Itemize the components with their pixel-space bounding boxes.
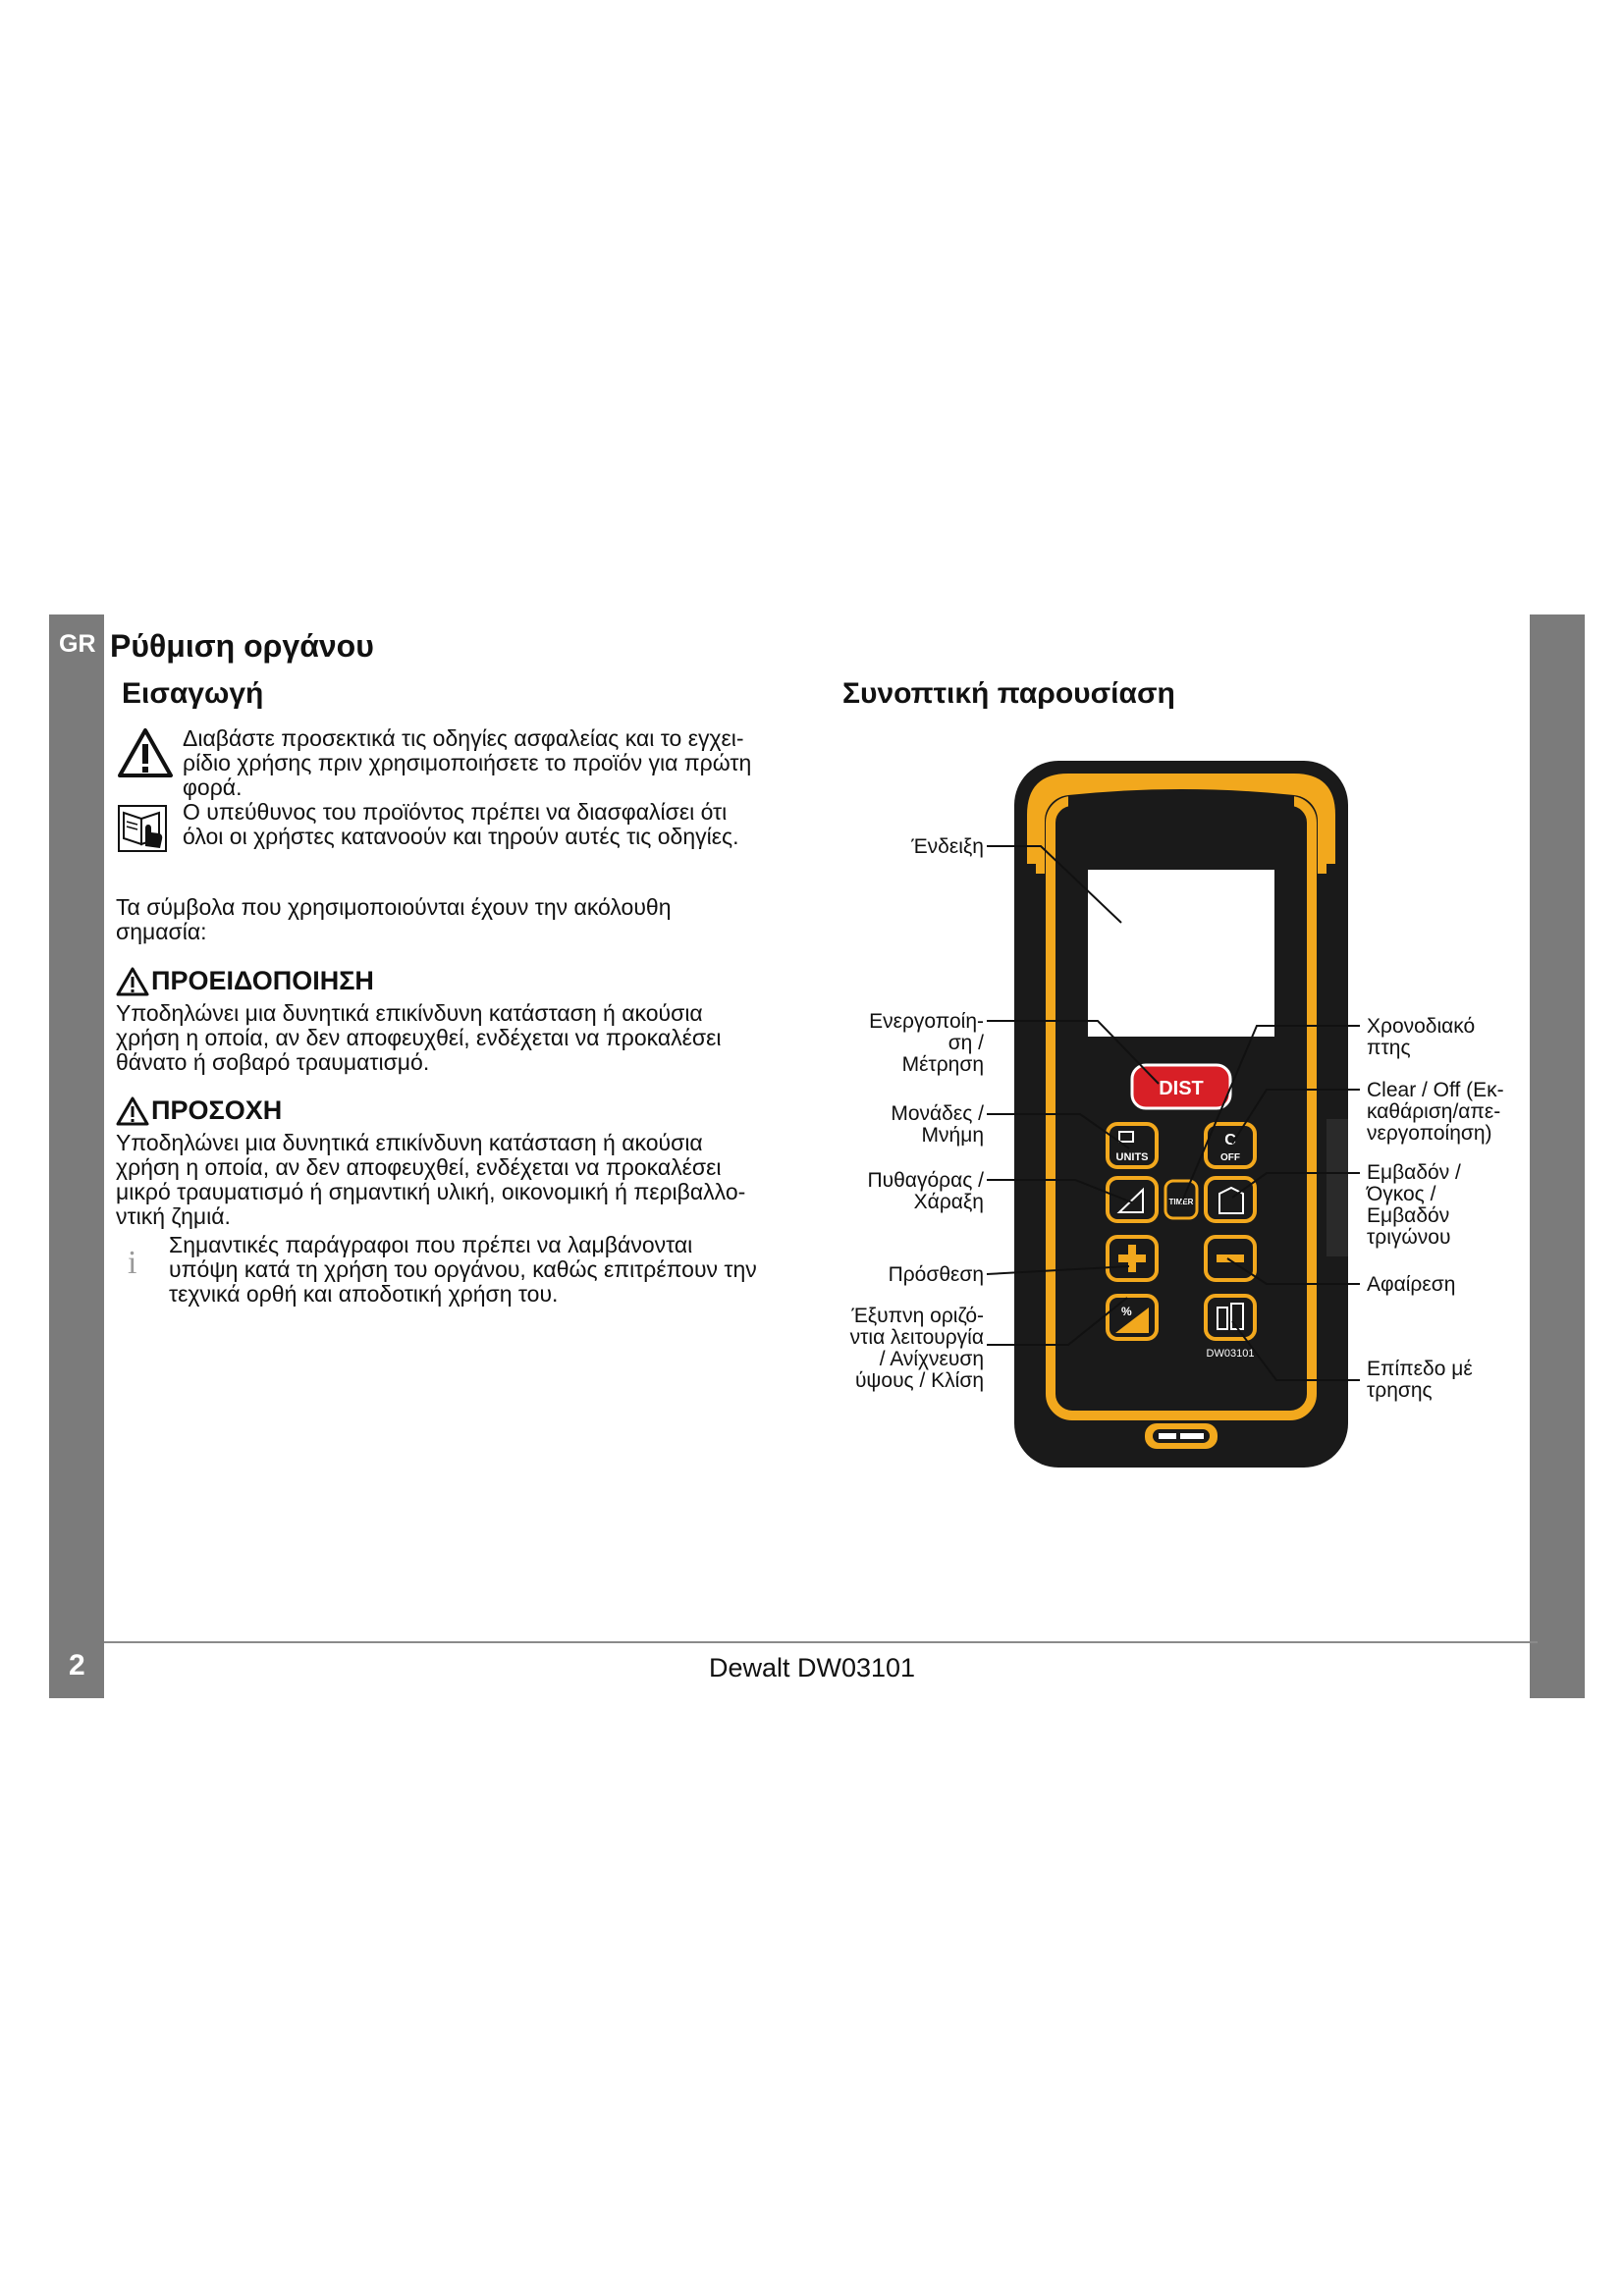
label-line: / Ανίχνευση [879, 1348, 984, 1370]
warning-text [116, 1001, 721, 1075]
label-line: Ένδειξη [911, 835, 984, 858]
label-line: πτης [1367, 1037, 1411, 1059]
text-line: Υποδηλώνει μια δυνητικά επικίνδυνη κατάσταση ή ακούσια [116, 1130, 703, 1155]
footer-divider [104, 1641, 1538, 1643]
units-button-label: UNITS [1115, 1151, 1149, 1163]
timer-button-label: TIMER [1168, 1198, 1194, 1206]
text-line: θάνατο ή σοβαρό τραυματισμό. [116, 1049, 430, 1075]
right-margin-bar [1530, 614, 1585, 1698]
label-line: Μονάδες / [891, 1102, 984, 1125]
page-title: Ρύθμιση οργάνου [110, 628, 374, 664]
label-line: Αφαίρεση [1367, 1273, 1456, 1296]
footer-text: Dewalt DW03101 [708, 1653, 916, 1682]
label-line: Πρόσθεση [888, 1263, 984, 1286]
language-tag: GR [59, 630, 96, 658]
label-line: Μέτρηση [901, 1053, 984, 1076]
text-line: ρίδιο χρήσης πριν χρησιμοποιήσετε το προϊόν για πρώτη [183, 750, 752, 775]
text-line: χρήση η οποία, αν δεν αποφευχθεί, ενδέχεται να προκαλέσει [116, 1154, 722, 1180]
warning-triangle-icon [116, 1096, 149, 1126]
text-line: Υποδηλώνει μια δυνητικά επικίνδυνη κατάσταση ή ακούσια [116, 1000, 703, 1026]
area-button [1206, 1178, 1255, 1221]
label-line: ση / [947, 1032, 984, 1054]
info-icon: i [128, 1245, 137, 1281]
caution-text [116, 1131, 745, 1229]
info-text [169, 1233, 757, 1307]
left-margin-bar [49, 614, 104, 1698]
responsible-text [183, 800, 739, 849]
label-line: Clear / Off (Εκ- [1367, 1079, 1504, 1101]
label-line: νεργοποίηση) [1367, 1122, 1492, 1145]
label-line: Εμβαδόν [1367, 1204, 1450, 1227]
label-line: Επίπεδο μέ [1367, 1358, 1473, 1380]
off-button-label: OFF [1220, 1152, 1240, 1163]
device-display [1088, 870, 1274, 1037]
label-line: τρησης [1367, 1379, 1433, 1402]
label-subtraction [1367, 1274, 1455, 1296]
text-line: Τα σύμβολα που χρησιμοποιούνται έχουν την ακόλουθη [116, 894, 672, 920]
text-line: υπόψη κατά τη χρήση του οργάνου, καθώς επιτρέπουν την [169, 1256, 757, 1282]
label-line: Ενεργοποίη- [869, 1010, 984, 1033]
text-line: Σημαντικές παράγραφοι που πρέπει να λαμβάνονται [169, 1232, 693, 1257]
label-line: Όγκος / [1367, 1183, 1436, 1205]
manual-hand-icon [116, 803, 169, 854]
label-line: Χρονοδιακό [1367, 1015, 1476, 1038]
label-line: Έξυπνη οριζό- [851, 1305, 984, 1327]
text-line: μικρό τραυματισμό ή σημαντική υλική, οικονομική ή περιβαλλο- [116, 1179, 746, 1204]
label-line: Εμβαδόν / [1367, 1161, 1461, 1184]
label-timer [1367, 1016, 1475, 1059]
caution-heading: ΠΡΟΣΟΧΗ [151, 1095, 283, 1125]
label-line: Χάραξη [913, 1191, 984, 1213]
page-number: 2 [69, 1649, 85, 1682]
dist-button-label: DIST [1159, 1078, 1204, 1099]
warning-heading-row [116, 966, 374, 996]
text-line: Διαβάστε προσεκτικά τις οδηγίες ασφαλείας και το εγχει- [183, 725, 744, 751]
text-line: ντική ζημιά. [116, 1203, 231, 1229]
safety-text [183, 726, 751, 800]
text-line: τεχνικά ορθή και αποδοτική χρήση του. [169, 1281, 559, 1307]
label-line: Πυθαγόρας / [867, 1169, 984, 1192]
label-reference-level [1367, 1359, 1473, 1402]
label-pythagoras [815, 1170, 984, 1213]
text-line: όλοι οι χρήστες κατανοούν και τηρούν αυτές τις οδηγίες. [183, 824, 739, 849]
model-label: DW03101 [1206, 1348, 1255, 1360]
label-display [815, 836, 984, 858]
symbols-text [116, 895, 672, 944]
minus-icon [1217, 1255, 1244, 1262]
warning-heading: ΠΡΟΕΙΔΟΠΟΙΗΣΗ [151, 966, 374, 995]
label-on-measure [815, 1011, 984, 1076]
label-line: καθάριση/απε- [1367, 1100, 1501, 1123]
text-line: φορά. [183, 774, 243, 800]
warning-triangle-icon [116, 967, 149, 996]
intro-heading: Εισαγωγή [122, 677, 264, 710]
label-line: ύψους / Κλίση [854, 1369, 984, 1392]
label-line: Μνήμη [921, 1124, 984, 1147]
text-line: Ο υπεύθυνος του προϊόντος πρέπει να διασφαλίσει ότι [183, 799, 728, 825]
label-line: ντια λειτουργία [849, 1326, 984, 1349]
warning-triangle-icon [116, 726, 175, 779]
text-line: χρήση η οποία, αν δεν αποφευχθεί, ενδέχεται να προκαλέσει [116, 1025, 722, 1050]
text-line: σημασία: [116, 919, 207, 944]
label-smart-horizontal [815, 1306, 984, 1392]
overview-heading: Συνοπτική παρουσίαση [842, 677, 1175, 710]
label-units-memory [815, 1103, 984, 1147]
label-clear-off [1367, 1080, 1504, 1145]
percent-label: % [1121, 1305, 1132, 1318]
device-illustration [1009, 756, 1353, 1472]
clear-button-label: C [1224, 1132, 1236, 1148]
caution-heading-row [116, 1095, 282, 1126]
label-area-volume [1367, 1162, 1461, 1249]
label-line: τριγώνου [1367, 1226, 1451, 1249]
label-addition [815, 1264, 984, 1286]
